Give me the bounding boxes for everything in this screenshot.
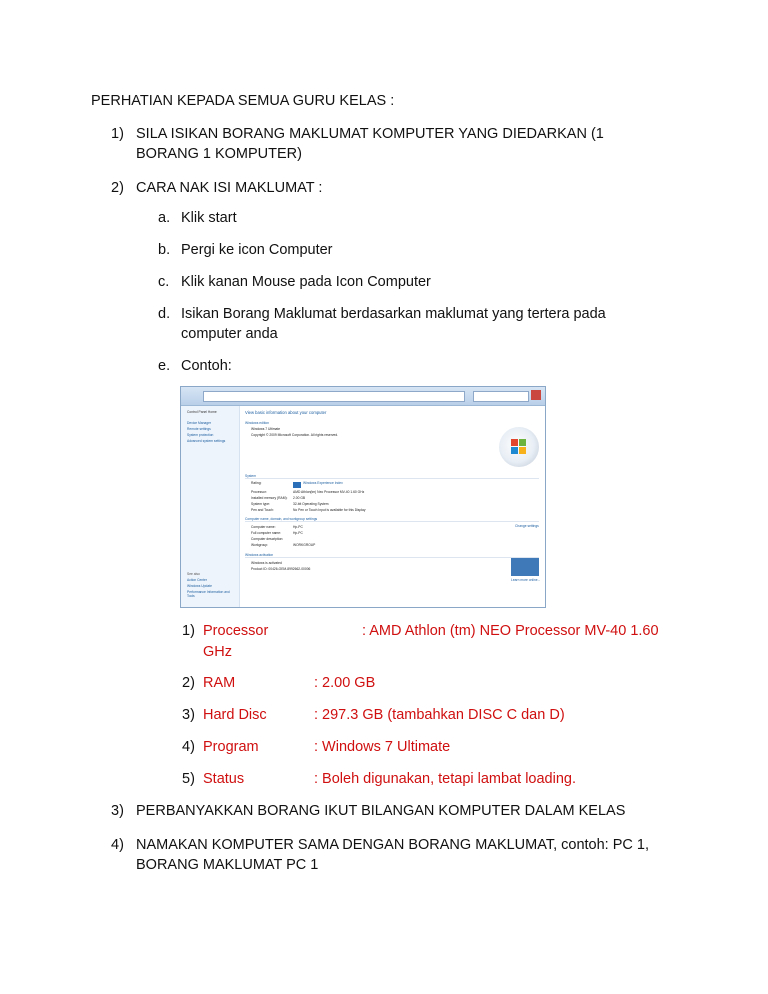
edition-text: Windows 7 Ultimate: [251, 427, 281, 431]
info-value: No Pen or Touch Input is available for this Display: [293, 508, 366, 512]
windows-logo-icon: [511, 439, 518, 446]
info-value: AMD Athlon(tm) Neo Processor MV-40 1.60 GHz: [293, 490, 365, 494]
change-settings-link[interactable]: Change settings: [515, 524, 539, 528]
step-text: Klik start: [181, 210, 237, 226]
close-icon: [531, 390, 541, 400]
divider: [245, 521, 539, 522]
step-text: Isikan Borang Maklumat berdasarkan maklumat yang tertera pada computer anda: [181, 306, 606, 342]
step-letter: c.: [158, 274, 170, 290]
item-text: CARA NAK ISI MAKLUMAT :: [136, 180, 323, 196]
info-value: 32-bit Operating System: [293, 502, 329, 506]
learn-more-link[interactable]: Learn more online...: [511, 578, 541, 582]
step-letter: a.: [158, 210, 171, 226]
spec-value: : 297.3 GB (tambahkan DISC C dan D): [314, 707, 565, 723]
spec-value: : Windows 7 Ultimate: [314, 739, 451, 755]
info-key: System type:: [251, 502, 271, 506]
info-key: Computer name:: [251, 525, 276, 529]
spec-value-wrap: GHz: [203, 644, 232, 660]
info-key: Processor:: [251, 490, 267, 494]
window-toolbar: [181, 387, 545, 406]
item-number: 1): [111, 126, 124, 142]
sidebar-item: Remote settings: [187, 427, 211, 431]
address-bar: [203, 391, 465, 402]
spec-label: Status: [203, 771, 245, 787]
system-properties-screenshot: [180, 386, 546, 608]
spec-value: : Boleh digunakan, tetapi lambat loading.: [314, 771, 576, 787]
sidebar-item: See also: [187, 572, 200, 576]
step-letter: b.: [158, 242, 171, 258]
sidebar-item: Windows Update: [187, 584, 212, 588]
spec-number: 1): [182, 623, 195, 639]
copyright-text: Copyright © 2009 Microsoft Corporation. All rights reserved.: [251, 433, 339, 437]
spec-label: Program: [203, 739, 259, 755]
step-text: Contoh:: [181, 358, 232, 374]
spec-label: Hard Disc: [203, 707, 267, 723]
sidebar: [181, 406, 240, 607]
info-value: Hp-PC: [293, 525, 303, 529]
spec-value: : AMD Athlon (tm) NEO Processor MV-40 1.60: [362, 623, 659, 639]
info-key: Full computer name:: [251, 531, 282, 535]
sidebar-item: Action Center: [187, 578, 207, 582]
spec-label: Processor: [203, 623, 269, 639]
sidebar-item: System protection: [187, 433, 214, 437]
genuine-badge-icon: [511, 558, 539, 576]
item-number: 3): [111, 803, 124, 819]
rating-icon: [293, 482, 301, 488]
search-box: [473, 391, 529, 402]
sidebar-item: Advanced system settings: [187, 439, 226, 443]
windows-logo-icon: [519, 439, 526, 446]
info-key: Workgroup:: [251, 543, 268, 547]
section-header: Computer name, domain, and workgroup settings: [245, 517, 318, 521]
spec-number: 4): [182, 739, 195, 755]
spec-number: 3): [182, 707, 195, 723]
info-value: Windows Experience Index: [303, 481, 343, 485]
spec-label: RAM: [203, 675, 236, 691]
info-value: 2.00 GB: [293, 496, 306, 500]
info-key: Rating:: [251, 481, 262, 485]
info-key: Pen and Touch:: [251, 508, 274, 512]
item-text: PERBANYAKKAN BORANG IKUT BILANGAN KOMPUTER DALAM KELAS: [136, 803, 626, 819]
info-value: WORKGROUP: [293, 543, 316, 547]
item-text: SILA ISIKAN BORANG MAKLUMAT KOMPUTER YANG DIEDARKAN (1 BORANG 1 KOMPUTER): [136, 126, 604, 162]
step-text: Klik kanan Mouse pada Icon Computer: [181, 274, 431, 290]
section-header: Windows activation: [245, 553, 274, 557]
section-header: System: [245, 474, 256, 478]
product-id: Product ID: 00426-OEM-8992662-00006: [251, 567, 311, 571]
spec-number: 2): [182, 675, 195, 691]
step-letter: e.: [158, 358, 171, 374]
step-letter: d.: [158, 306, 171, 322]
step-text: Pergi ke icon Computer: [181, 242, 333, 258]
item-number: 2): [111, 180, 124, 196]
page-heading: PERHATIAN KEPADA SEMUA GURU KELAS :: [91, 93, 395, 109]
windows-logo-icon: [499, 427, 539, 467]
item-number: 4): [111, 837, 124, 853]
section-header: Windows edition: [245, 421, 270, 425]
sidebar-item: Device Manager: [187, 421, 212, 425]
spec-number: 5): [182, 771, 195, 787]
windows-logo-icon: [511, 447, 518, 454]
info-key: Installed memory (RAM):: [251, 496, 288, 500]
sidebar-item: Control Panel Home: [187, 410, 217, 414]
spec-value: : 2.00 GB: [314, 675, 376, 691]
divider: [245, 478, 539, 479]
windows-logo-icon: [519, 447, 526, 454]
divider: [245, 557, 539, 558]
sidebar-item: Performance Information and Tools: [187, 590, 230, 598]
info-value: Hp-PC: [293, 531, 303, 535]
screenshot-title: View basic information about your computer: [245, 410, 327, 415]
activation-text: Windows is activated: [251, 561, 282, 565]
item-text: NAMAKAN KOMPUTER SAMA DENGAN BORANG MAKLUMAT, contoh: PC 1, BORANG MAKLUMAT PC 1: [136, 837, 649, 873]
info-key: Computer description:: [251, 537, 284, 541]
